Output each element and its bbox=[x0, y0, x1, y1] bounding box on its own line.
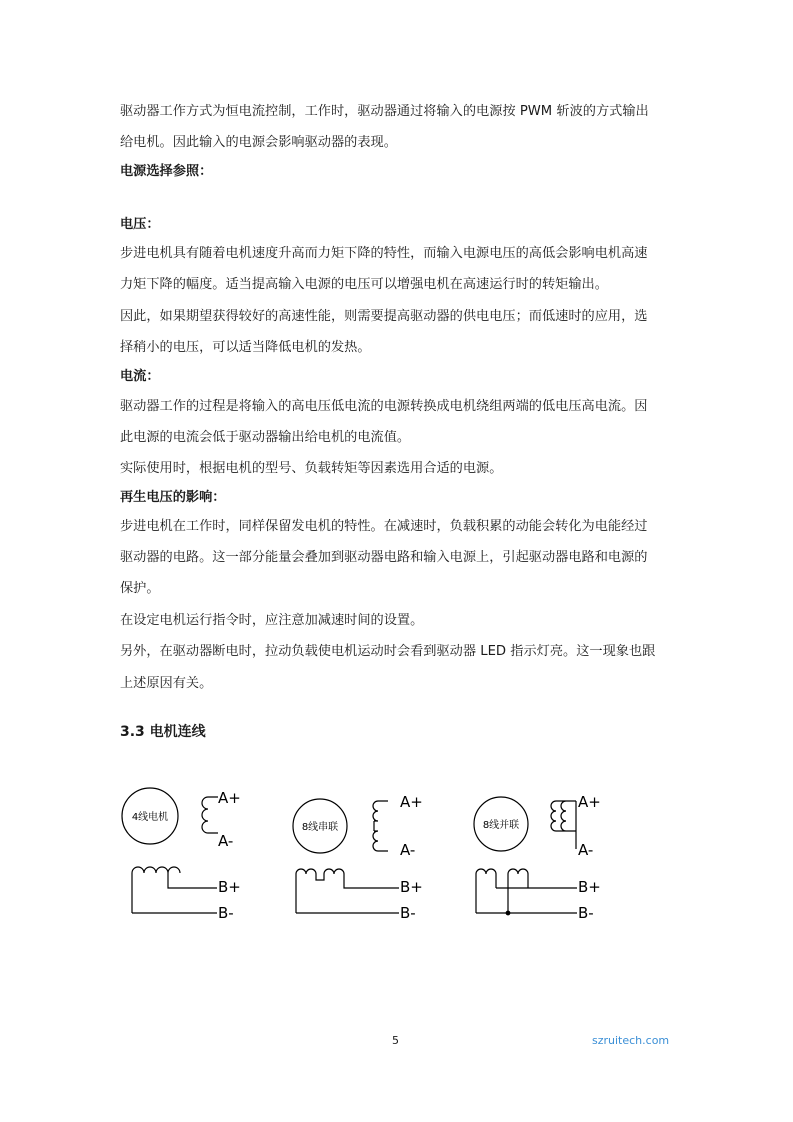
regen-paragraph2: 在设定电机运行指令时，应注意加减速时间的设置。 bbox=[120, 613, 424, 628]
motor-4wire-b-minus: B- bbox=[218, 904, 234, 922]
motor-8wire-series-label: 8线串联 bbox=[301, 822, 339, 833]
current-paragraph1-line2: 此电源的电流会低于驱动器输出给电机的电流值。 bbox=[120, 430, 411, 445]
motor-8wire-series-b-minus: B- bbox=[400, 904, 416, 922]
motor-4wire-label: 4线电机 bbox=[131, 812, 169, 823]
heading-power-selection: 电源选择参照： bbox=[120, 164, 213, 179]
footer-website[interactable]: szruitech.com bbox=[592, 1034, 670, 1047]
voltage-paragraph1-line1: 步进电机具有随着电机速度升高而力矩下降的特性，而输入电源电压的高低会影响电机高速 bbox=[120, 246, 648, 261]
motor-wiring-diagram bbox=[110, 770, 630, 930]
section-title-motor-wiring: 3.3 电机连线 bbox=[120, 724, 206, 740]
page-number: 5 bbox=[392, 1034, 399, 1047]
motor-8wire-parallel-b-plus: B+ bbox=[578, 878, 601, 896]
motor-8wire-parallel-coil-b bbox=[476, 869, 577, 913]
voltage-paragraph1-line2: 力矩下降的幅度。适当提高输入电源的电压可以增强电机在高速运行时的转矩输出。 bbox=[120, 277, 608, 292]
motor-8wire-parallel-coil-a bbox=[551, 801, 576, 849]
motor-8wire-parallel-label: 8线并联 bbox=[482, 820, 520, 831]
motor-4wire-a-minus: A- bbox=[218, 832, 234, 850]
paragraph-intro-line2: 给电机。因此输入的电源会影响驱动器的表现。 bbox=[120, 135, 397, 150]
heading-regenerative-voltage: 再生电压的影响： bbox=[120, 490, 226, 505]
current-paragraph2: 实际使用时，根据电机的型号、负载转矩等因素选用合适的电源。 bbox=[120, 461, 503, 476]
voltage-paragraph2-line1: 因此，如果期望获得较好的高速性能，则需要提高驱动器的供电电压；而低速时的应用，选 bbox=[120, 309, 648, 324]
motor-8wire-series-diagram bbox=[293, 793, 423, 922]
motor-4wire-b-plus: B+ bbox=[218, 878, 241, 896]
current-paragraph1-line1: 驱动器工作的过程是将输入的高电压低电流的电源转换成电机绕组两端的低电压高电流。因 bbox=[120, 399, 648, 414]
motor-8wire-series-coil-a bbox=[373, 801, 388, 851]
regen-paragraph3-line1: 另外，在驱动器断电时，拉动负载使电机运动时会看到驱动器 LED 指示灯亮。这一现象也跟 bbox=[120, 644, 656, 659]
paragraph-intro-line1: 驱动器工作方式为恒电流控制，工作时，驱动器通过将输入的电源按 PWM 斩波的方式输出 bbox=[120, 104, 649, 119]
motor-4wire-diagram bbox=[122, 788, 241, 922]
motor-8wire-parallel-junction bbox=[506, 911, 510, 915]
motor-8wire-series-a-plus: A+ bbox=[400, 793, 423, 811]
regen-paragraph1-line2: 驱动器的电路。这一部分能量会叠加到驱动器电路和输入电源上，引起驱动器电路和电源的 bbox=[120, 550, 648, 565]
motor-8wire-parallel-b-minus: B- bbox=[578, 904, 594, 922]
heading-voltage: 电压： bbox=[120, 217, 160, 232]
motor-4wire-coil-a bbox=[202, 797, 218, 833]
motor-4wire-a-plus: A+ bbox=[218, 789, 241, 807]
regen-paragraph1-line3: 保护。 bbox=[120, 581, 160, 596]
motor-8wire-series-a-minus: A- bbox=[400, 841, 416, 859]
heading-current: 电流： bbox=[120, 369, 160, 384]
motor-8wire-series-b-plus: B+ bbox=[400, 878, 423, 896]
motor-4wire-coil-b bbox=[132, 867, 217, 913]
regen-paragraph1-line1: 步进电机在工作时，同样保留发电机的特性。在减速时，负载积累的动能会转化为电能经过 bbox=[120, 519, 648, 534]
regen-paragraph3-line2: 上述原因有关。 bbox=[120, 676, 213, 691]
motor-8wire-series-coil-b bbox=[296, 869, 399, 913]
motor-8wire-parallel-a-plus: A+ bbox=[578, 793, 601, 811]
motor-8wire-parallel-a-minus: A- bbox=[578, 841, 594, 859]
voltage-paragraph2-line2: 择稍小的电压，可以适当降低电机的发热。 bbox=[120, 340, 371, 355]
motor-8wire-parallel-diagram bbox=[474, 793, 601, 922]
